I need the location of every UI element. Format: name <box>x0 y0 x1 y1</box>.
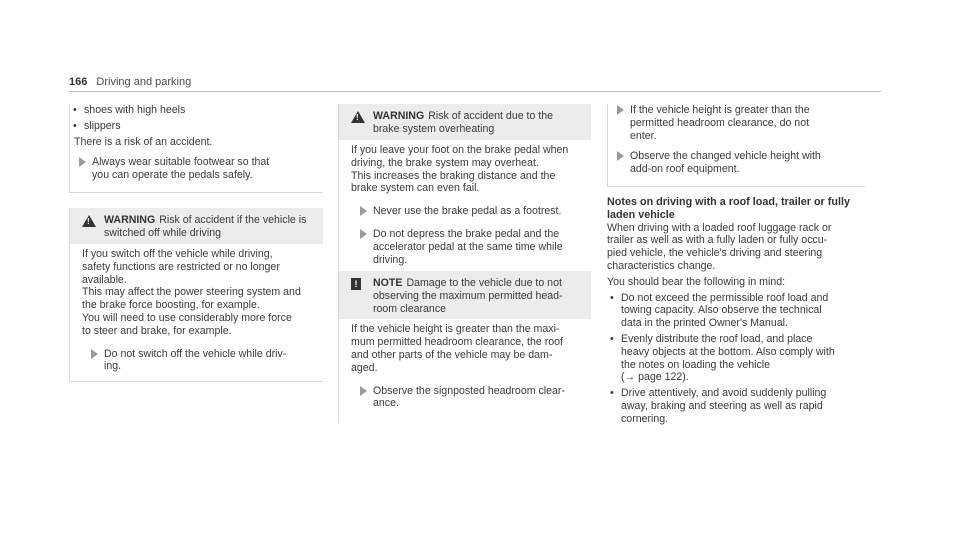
page-number: 166 <box>69 76 88 88</box>
list-item: • Drive attentively, and avoid suddenly pulling away, braking and steering as well as rapid cornering. <box>607 387 867 425</box>
header-divider <box>69 91 881 92</box>
note-body: If the vehicle height is greater than the maxi- mum permitted headroom clearance, the roof and other parts of the vehicle may be dam- aged. Observe the signposted headroom clear- ance. <box>339 319 591 418</box>
note-header: ! NOTE Damage to the vehicle due to not observing the maximum permitted head- room clearance <box>339 271 591 319</box>
page-header <box>69 76 191 89</box>
warning-triangle-icon <box>82 215 96 227</box>
list-item: • Evenly distribute the roof load, and place heavy objects at the bottom. Also comply with the notes on loading the vehicle (→ page 122). <box>607 333 867 384</box>
warning-body: If you leave your foot on the brake pedal when driving, the brake system may overheat. This increases the braking distance and the brake system can even fail. Never use the brake pedal as a footrest. Do not depress the brake pedal and the accelerator pedal at the same time while driving. <box>339 140 591 274</box>
note-label: NOTE <box>373 277 403 289</box>
col2-note <box>338 271 591 423</box>
col1-top-box <box>69 104 322 193</box>
list-item: • shoes with high heels <box>70 104 322 117</box>
instruction: Always wear suitable footwear so that you can operate the pedals safely. <box>70 156 322 182</box>
arrow-right-icon <box>617 151 624 161</box>
arrow-right-icon <box>360 206 367 216</box>
instruction: If the vehicle height is greater than the permitted headroom clearance, do not enter. <box>608 104 865 142</box>
arrow-right-icon <box>91 349 98 359</box>
page-reference-link[interactable]: (→ page 122). <box>621 371 689 384</box>
instruction: Observe the changed vehicle height with add-on roof equipment. <box>608 150 865 176</box>
mind-text: You should bear the following in mind: <box>607 275 786 288</box>
arrow-right-icon <box>79 157 86 167</box>
instruction: Do not depress the brake pedal and the accelerator pedal at the same time while driving. <box>351 228 583 266</box>
notice-icon: ! <box>351 278 361 290</box>
col3-section <box>607 196 867 429</box>
arrow-right-icon <box>617 105 624 115</box>
col3-instructions <box>607 104 865 187</box>
instruction: Never use the brake pedal as a footrest. <box>351 205 583 218</box>
risk-text: There is a risk of an accident. <box>74 135 213 148</box>
warning-header: ! WARNING Risk of accident due to the brake system overheating <box>339 104 591 140</box>
warning-triangle-icon <box>351 111 365 123</box>
section-heading: Notes on driving with a roof load, trailer or fully laden vehicle <box>607 196 850 221</box>
warning-label: WARNING <box>104 214 156 226</box>
arrow-right-icon <box>360 386 367 396</box>
warning-body: If you switch off the vehicle while driving, safety functions are restricted or no longer available. This may affect the power steering system and the brake force boosting, for example. You will need to use considerably more force to steer and brake, for example. Do not switch off the vehicle while driv- ing. <box>70 244 323 381</box>
warning-header: ! WARNING Risk of accident if the vehicle is switched off while driving <box>70 208 323 244</box>
intro-text: When driving with a loaded roof luggage rack or trailer as well as with a fully laden or fully occu- pied vehicle, the vehicle's driving and steering characteristics change. <box>607 221 832 272</box>
col1-warning <box>69 208 323 382</box>
col2-warning <box>338 104 591 274</box>
arrow-right-icon <box>360 229 367 239</box>
list-item: • Do not exceed the permissible roof load and towing capacity. Also observe the technical data in the printed Owner's Manual. <box>607 292 867 330</box>
warning-label: WARNING <box>373 110 425 122</box>
section-title: Driving and parking <box>96 76 192 88</box>
instruction: Do not switch off the vehicle while driv- ing. <box>82 348 315 374</box>
list-item: • slippers <box>70 120 322 133</box>
instruction: Observe the signposted headroom clear- ance. <box>351 385 583 411</box>
